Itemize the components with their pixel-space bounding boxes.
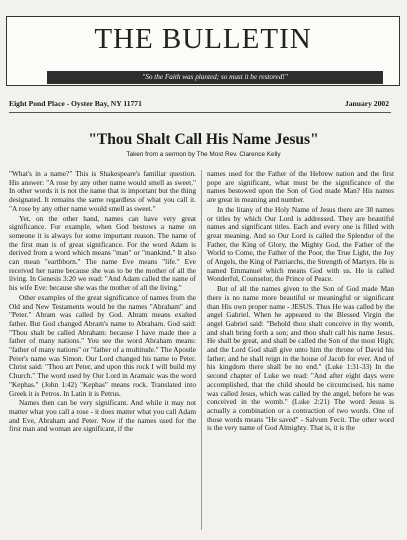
article-subtitle: Taken from a sermon by The Most Rev. Clarence Kelly: [126, 151, 281, 158]
article-title: "Thou Shalt Call His Name Jesus": [88, 131, 319, 148]
paragraph: In the litany of the Holy Name of Jesus there are 38 names or titles by which Our Lord is addressed. They are beautiful names and significant titles. Each and every one is filled with great meaning. And so Our Lord is called the Splendor of the Father, the King of Glory, the Mighty God, the Father of the World to Come, the Father of the Poor, the True Light, the Joy of Angels, the King of Patriarchs, the Strength of Martyrs. He is named Emmanuel which means God with us. He is called Wonderful, Counselor, the Prince of Peace.: [207, 204, 394, 284]
paragraph: Yet, on the other hand, names can have very great significance. For example, when God bestows a name on someone it is always for some important reason. The name of the first man is of great significance. For the word Adam is derived from a word which means "man" or "mankind." It also can mean "earthborn." The name Eve means "life." Eve received her name because she was to be the mother of all the living. In Genesis 3:20 we read: "And Adam called the name of his wife Eve: because she was the mother of all the living.": [9, 213, 196, 293]
masthead-title: THE BULLETIN: [94, 23, 312, 55]
article-column-right: [207, 170, 394, 532]
header-divider: [9, 112, 391, 113]
article-column-left: [9, 170, 196, 532]
masthead-tagline: "So the Faith was planted; so must it be restored!": [47, 71, 383, 84]
issue-date: January 2002: [344, 99, 389, 108]
paragraph: names used for the Father of the Hebrew nation and the first pope are significant, what must be the significance of the names bestowed upon the Son of God made Man? His names are great in meaning and number.: [207, 170, 394, 205]
paragraph: But of all the names given to the Son of God made Man there is no name more beautiful or meaningful or significant than His own proper name - JESUS. Thus He was called by the angel Gabriel. When he appeared to the Blessed Virgin the angel Gabriel said: "Behold thou shalt conceive in thy womb, and shalt bring forth a son; and thou shalt call his name Jesus. He shall be great, and shall be called the Son of the most High; and the Lord God shall give unto him the throne of David his father; and he shall reign in the house of Jacob for ever. And of his kingdom there shall be no end." (Luke 1:31-33) In the second chapter of Luke we read: "And after eight days were accomplished, that the child should be circumcised, his name was called Jesus, which was called by the angel, before he was conceived in the womb." (Luke 2:21) The word Jesus is actually a combination or a contraction of two words. One of those words means "He saved" - Salvum Fecit. The other word is the very name of God Almighty. That is, it is the: [207, 284, 394, 433]
column-divider: [201, 170, 202, 530]
paragraph: Names then can be very significant. And while it may not matter what you call a rose - it does matter what you call Adam and Eve, Abraham and Peter. Now if the names used for the first man and woman are significant, if the: [9, 398, 196, 434]
paragraph: Other examples of the great significance of names from the Old and New Testaments would be the names "Abraham" and "Peter." Abram was called by God. Abram means exalted father. But God changed Abram's name to Abraham. God said: "Thou shalt be called Abraham: because I have made thee a father of many nations." You see the word Abraham means: "father of many nations" or "father of a multitude." The Apostle Peter's name was Simon. Our Lord changed his name to Peter. Christ said: "Thou art Peter, and upon this rock I will build my Church." The word used by Our Lord in Aramaic was the word "Kephas." (John 1:42) "Kephas" means rock. Translated into Greek it is Petros. In Latin it is Petrus.: [9, 292, 196, 398]
masthead: [6, 16, 400, 86]
address-line: Eight Pond Place - Oyster Bay, NY 11771: [9, 99, 142, 108]
paragraph: "What's in a name?" This is Shakespeare's familiar question. His answer: "A rose by any other name would smell as sweet." In other words it is not the name that is important but the thing designated. It remains the same regardless of what you call it. "A rose by any other name would smell as sweet.": [9, 170, 196, 213]
